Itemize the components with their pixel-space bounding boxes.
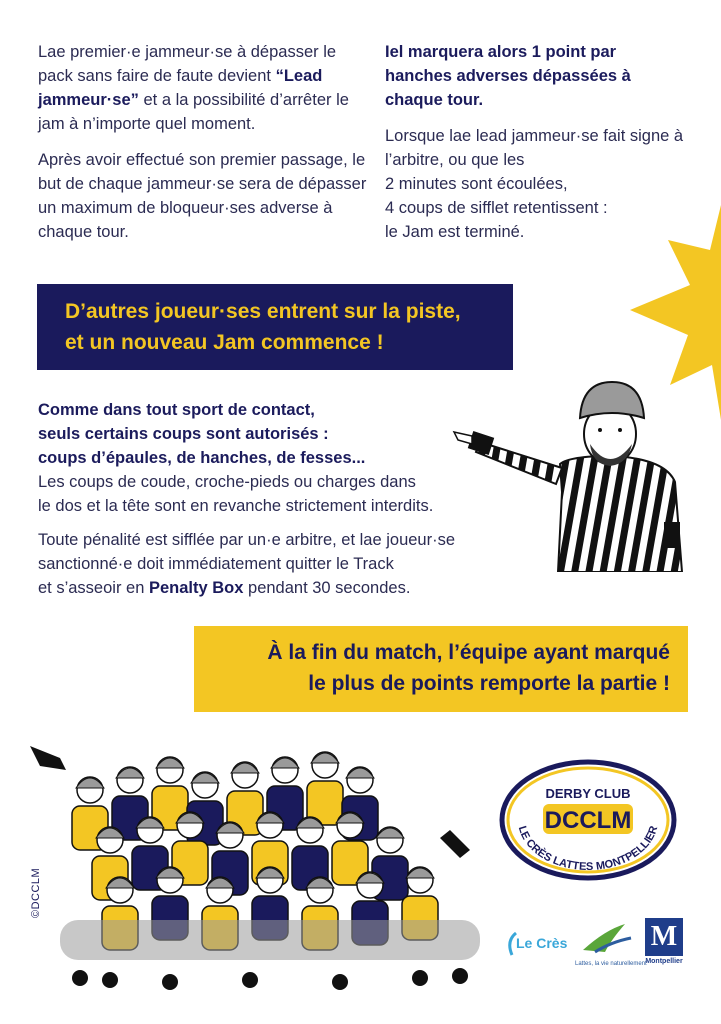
skater-helmet	[406, 868, 434, 878]
skater-helmet	[376, 828, 404, 838]
skater-helmet	[271, 758, 299, 768]
dcclm-logo	[498, 758, 678, 883]
montpellier-logo	[645, 918, 683, 968]
jam-end-line-1: Lorsque lae lead jammeur·se fait signe à l’arbitre, ou que les	[385, 127, 684, 169]
new-jam-banner	[37, 284, 513, 370]
jam-end-line-4: le Jam est terminé.	[385, 223, 525, 241]
lead-jammer-paragraph: Lae premier·e jammeur·se à dépasser le pack sans faire de faute devient “Lead jammeur·se” et a la possibilité d’arrêter le jam à n’importe quel moment.	[38, 43, 349, 133]
le-cres-logo	[502, 925, 568, 965]
skater-helmet	[346, 768, 374, 778]
logo-top-text: DERBY CLUB	[545, 786, 631, 801]
intro-left-column	[38, 40, 368, 244]
match-end-banner-line-1: À la fin du match, l’équipe ayant marqué	[267, 641, 670, 664]
penalty-paragraph	[38, 528, 498, 600]
penalty-line-2: sanctionné·e doit immédiatement quitter le Track	[38, 555, 394, 573]
forbidden-hits-paragraph	[38, 470, 498, 518]
photo-credit: ©DCCLM	[30, 867, 42, 918]
new-jam-banner-line-1: D’autres joueur·ses entrent sur la piste,	[65, 300, 461, 323]
skater-helmet	[191, 773, 219, 783]
skater-helmet	[231, 763, 259, 773]
skater-helmet	[116, 768, 144, 778]
contact-heading-line-3: coups d’épaules, de hanches, de fesses...	[38, 449, 366, 467]
forbidden-line-2: le dos et la tête sont en revanche strictement interdits.	[38, 497, 434, 515]
skater-helmet	[156, 758, 184, 768]
jam-end-line-2: 2 minutes sont écoulées,	[385, 175, 568, 193]
match-end-banner-line-2: le plus de points remporte la partie !	[308, 672, 670, 695]
scoring-highlight: Iel marquera alors 1 point par hanches adverses dépassées à chaque tour.	[385, 43, 631, 109]
le-cres-text: Le Crès	[516, 935, 568, 951]
lattes-tagline: Lattes, la vie naturellement	[575, 961, 647, 967]
jammer-goal-paragraph: Après avoir effectué son premier passage, le but de chaque jammeur·se sera de dépasser un maximum de bloqueur·ses adverse à chaque tour.	[38, 151, 367, 241]
jam-end-line-3: 4 coups de sifflet retentissent :	[385, 199, 608, 217]
referee-illustration	[450, 372, 690, 572]
skater-helmet	[76, 778, 104, 788]
lattes-logo	[575, 920, 647, 970]
logo-arc-text: LE CRÈS LATTES MONTPELLIER	[515, 824, 661, 874]
contact-rules-section	[38, 398, 498, 600]
penalty-line-3: et s’asseoir en Penalty Box pendant 30 secondes.	[38, 579, 411, 597]
montpellier-name: Montpellier	[645, 958, 683, 965]
montpellier-letter: M	[645, 918, 683, 956]
new-jam-banner-line-2: et un nouveau Jam commence !	[65, 331, 384, 354]
skater-helmet	[311, 753, 339, 763]
forbidden-line-1: Les coups de coude, croche-pieds ou charges dans	[38, 473, 416, 491]
penalty-line-1: Toute pénalité est sifflée par un·e arbitre, et lae joueur·se	[38, 531, 456, 549]
logo-center-text: DCCLM	[544, 807, 632, 834]
contact-heading-line-1: Comme dans tout sport de contact,	[38, 401, 315, 419]
team-illustration	[20, 730, 490, 1000]
contact-heading-line-2: seuls certains coups sont autorisés :	[38, 425, 329, 443]
match-end-banner	[194, 626, 688, 712]
